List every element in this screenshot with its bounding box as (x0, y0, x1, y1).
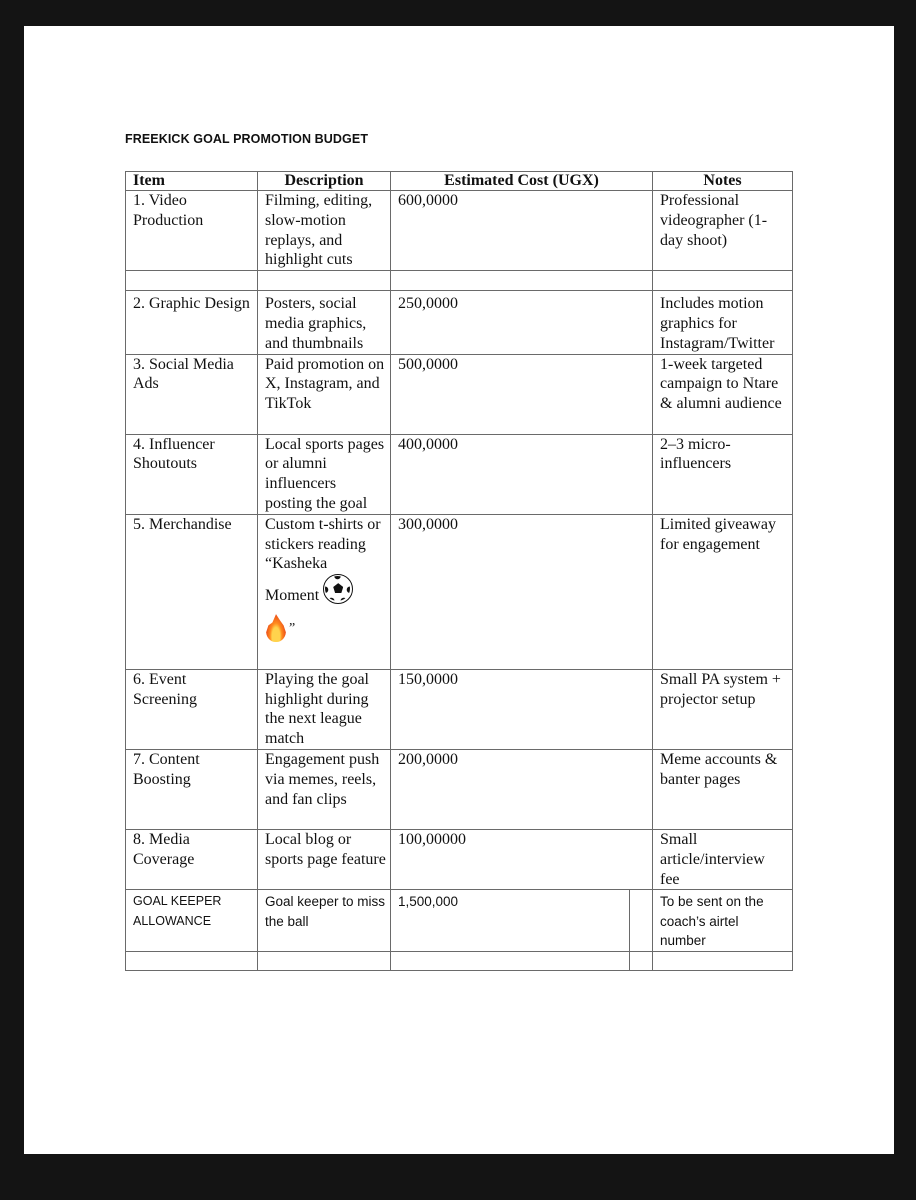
soccer-ball-icon (323, 574, 353, 604)
row-description: Local sports pages or alumni influencers posting the goal (258, 434, 391, 514)
row-notes: 2–3 micro-influencers (653, 434, 793, 514)
row-cost: 500,0000 (391, 354, 653, 434)
table-row (126, 434, 793, 514)
document-page (24, 26, 894, 1154)
row-description-merch (258, 514, 391, 669)
table-row (126, 669, 793, 749)
row-item: 3. Social Media Ads (126, 354, 258, 434)
row-cost: 300,0000 (391, 514, 653, 669)
table-row (126, 749, 793, 829)
table-row (126, 191, 793, 271)
row-item: 4. Influencer Shoutouts (126, 434, 258, 514)
row-item: 7. Content Boosting (126, 749, 258, 829)
row-description: Local blog or sports page feature (258, 829, 391, 889)
table-row (126, 514, 793, 669)
table-header-row (126, 172, 793, 191)
row-item: GOAL KEEPER ALLOWANCE (126, 890, 258, 952)
row-description: Engagement push via memes, reels, and fan clips (258, 749, 391, 829)
row-description: Filming, editing, slow-motion replays, and highlight cuts (258, 191, 391, 271)
row-notes: Includes motion graphics for Instagram/Twitter (653, 291, 793, 354)
row-notes: Meme accounts & banter pages (653, 749, 793, 829)
row-notes: Small article/interview fee (653, 829, 793, 889)
row-item: 5. Merchandise (126, 514, 258, 669)
row-description-moment: Moment (265, 587, 320, 605)
table-row (126, 291, 793, 354)
table-row (126, 829, 793, 889)
empty-row (126, 951, 793, 970)
row-cost: 200,0000 (391, 749, 653, 829)
row-item: 8. Media Coverage (126, 829, 258, 889)
row-description: Posters, social media graphics, and thumbnails (258, 291, 391, 354)
row-notes: 1-week targeted campaign to Ntare & alumni audience (653, 354, 793, 434)
column-header-description: Description (258, 172, 391, 191)
row-cost-extra-cell (630, 890, 653, 952)
column-header-cost: Estimated Cost (UGX) (391, 172, 653, 191)
row-cost: 1,500,000 (391, 890, 630, 952)
row-cost: 250,0000 (391, 291, 653, 354)
row-item: 2. Graphic Design (126, 291, 258, 354)
row-cost: 600,0000 (391, 191, 653, 271)
row-cost: 400,0000 (391, 434, 653, 514)
column-header-item: Item (126, 172, 258, 191)
empty-row (126, 271, 793, 291)
row-item: 6. Event Screening (126, 669, 258, 749)
fire-icon (265, 614, 287, 642)
row-description: Custom t-shirts or stickers reading “Kasheka (265, 515, 381, 573)
column-header-notes: Notes (653, 172, 793, 191)
document-title: FREEKICK GOAL PROMOTION BUDGET (125, 132, 369, 146)
row-description-close-quote: ” (289, 621, 296, 637)
row-notes: Limited giveaway for engagement (653, 514, 793, 669)
row-cost: 100,00000 (391, 829, 653, 889)
budget-table (125, 171, 793, 971)
row-notes: Professional videographer (1-day shoot) (653, 191, 793, 271)
row-notes: Small PA system + projector setup (653, 669, 793, 749)
row-notes: To be sent on the coach’s airtel number (653, 890, 793, 952)
row-cost: 150,0000 (391, 669, 653, 749)
row-description: Playing the goal highlight during the next league match (258, 669, 391, 749)
row-description: Paid promotion on X, Instagram, and TikTok (258, 354, 391, 434)
table-row (126, 354, 793, 434)
table-row (126, 890, 793, 952)
row-item: 1. Video Production (126, 191, 258, 271)
row-description: Goal keeper to miss the ball (258, 890, 391, 952)
